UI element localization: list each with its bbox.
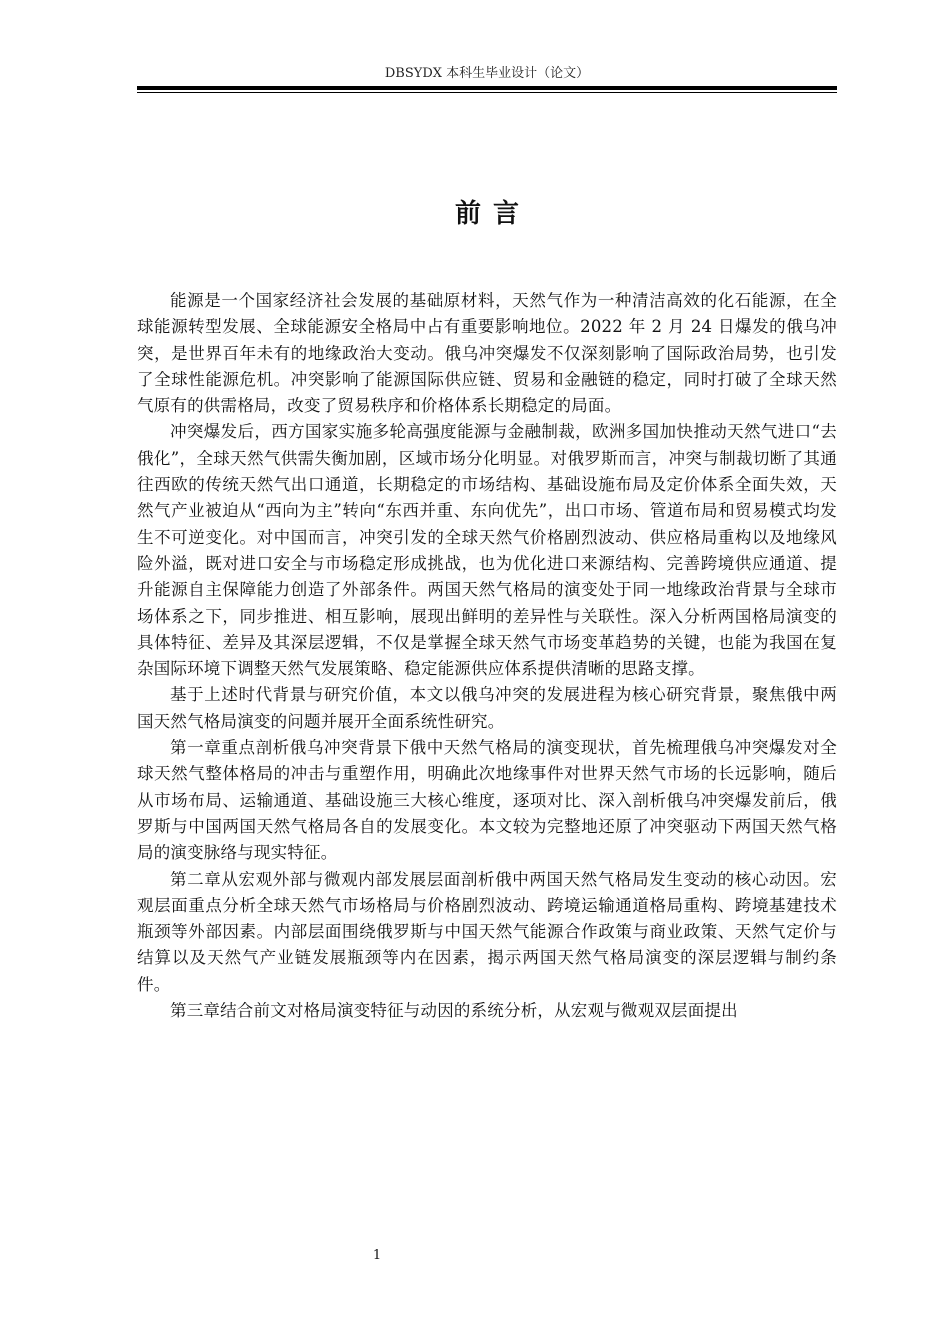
paragraph-1: 能源是一个国家经济社会发展的基础原材料，天然气作为一种清洁高效的化石能源，在全球能源转型发展、全球能源安全格局中占有重要影响地位。2022 年 2 月 24 日爆发的俄乌冲突，是世界百年未有的地缘政治大变动。俄乌冲突爆发不仅深刻影响了国际政治局势，也引发了全球性能源危机。冲突影响了能源国际供应链、贸易和金融链的稳定，同时打破了全球天然气原有的供需格局，改变了贸易秩序和价格体系长期稳定的局面。	[137, 291, 837, 416]
paragraph-3: 基于上述时代背景与研究价值，本文以俄乌冲突的发展进程为核心研究背景，聚焦俄中两国天然气格局演变的问题并展开全面系统性研究。	[137, 685, 837, 731]
page-number: 1	[372, 1248, 382, 1263]
paragraph-4: 第一章重点剖析俄乌冲突背景下俄中天然气格局的演变现状，首先梳理俄乌冲突爆发对全球天然气整体格局的冲击与重塑作用，明确此次地缘事件对世界天然气市场的长远影响，随后从市场布局、运输通道、基础设施三大核心维度，逐项对比、深入剖析俄乌冲突爆发前后，俄罗斯与中国两国天然气格局各自的发展变化。本文较为完整地还原了冲突驱动下两国天然气格局的演变脉络与现实特征。	[137, 738, 837, 863]
page-title: 前言	[454, 199, 531, 229]
paragraph-6: 第三章结合前文对格局演变特征与动因的系统分析，从宏观与微观双层面提出	[170, 1001, 738, 1021]
header-rule-thin	[137, 92, 837, 93]
paragraph-2: 冲突爆发后，西方国家实施多轮高强度能源与金融制裁，欧洲多国加快推动天然气进口“去俄化”，全球天然气供需失衡加剧，区域市场分化明显。对俄罗斯而言，冲突与制裁切断了其通往西欧的传统天然气出口通道，长期稳定的市场结构、基础设施布局及定价体系全面失效，天然气产业被迫从“西向为主”转向“东西并重、东向优先”，出口市场、管道布局和贸易模式均发生不可逆变化。对中国而言，冲突引发的全球天然气价格剧烈波动、供应格局重构以及地缘风险外溢，既对进口安全与市场稳定形成挑战，也为优化进口来源结构、完善跨境供应通道、提升能源自主保障能力创造了外部条件。两国天然气格局的演变处于同一地缘政治背景与全球市场体系之下，同步推进、相互影响，展现出鲜明的差异性与关联性。深入分析两国格局演变的具体特征、差异及其深层逻辑，不仅是掌握全球天然气市场变革趋势的关键，也能为我国在复杂国际环境下调整天然气发展策略、稳定能源供应体系提供清晰的思路支撑。	[137, 422, 837, 679]
body-text	[137, 288, 837, 1024]
paragraph-5: 第二章从宏观外部与微观内部发展层面剖析俄中两国天然气格局发生变动的核心动因。宏观层面重点分析全球天然气市场格局与价格剧烈波动、跨境运输通道格局重构、跨境基建技术瓶颈等外部因素。内部层面围绕俄罗斯与中国天然气能源合作政策与商业政策、天然气定价与结算以及天然气产业链发展瓶颈等内在因素，揭示两国天然气格局演变的深层逻辑与制约条件。	[137, 869, 837, 994]
header-rule-thick	[137, 86, 837, 90]
running-header: DBSYDX 本科生毕业设计（论文）	[384, 66, 590, 81]
